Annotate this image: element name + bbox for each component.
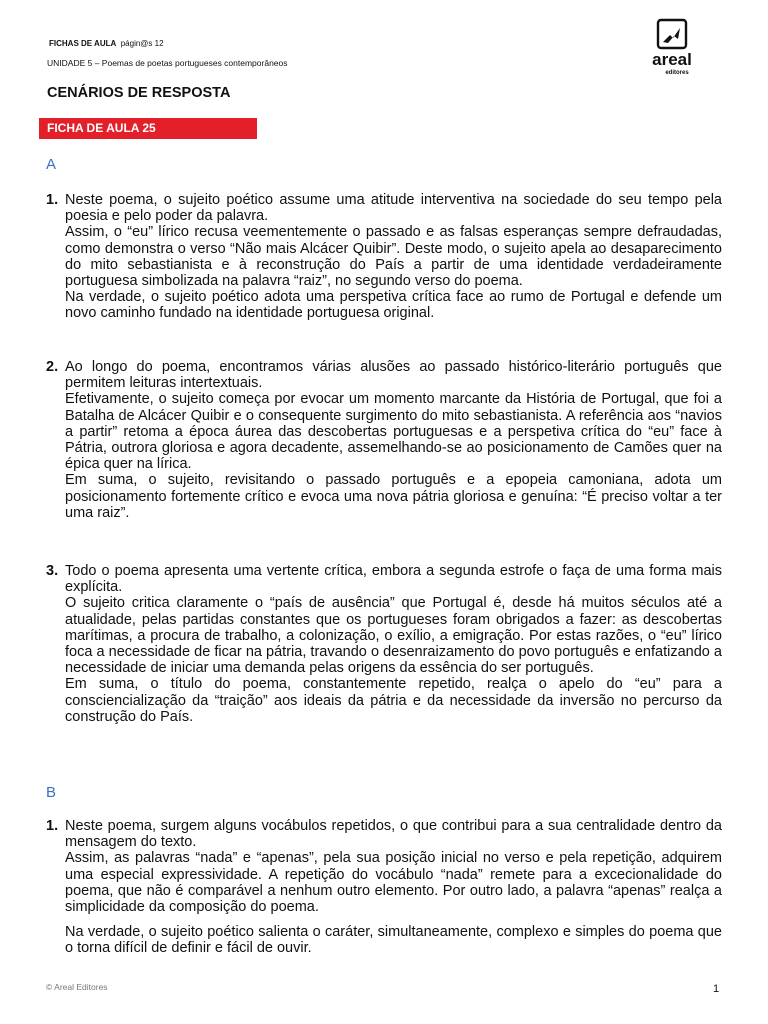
answer-number: 1.: [46, 818, 59, 834]
answer-paragraph: Efetivamente, o sujeito começa por evocar um momento marcante da História de Portugal, que foi a Batalha de Alcácer Quibir e o consequente surgimento do mito sebastianista. A referência aos “navios a partir” retoma a época áurea das descobertas portuguesas e a perspetiva crítica do “eu” face à Pátria, outrora gloriosa e agora decadente, assemelhando-se ao posicionamento de Camões quer na épica quer na lírica.: [65, 391, 722, 473]
logo-wordmark: areal: [652, 50, 692, 69]
answer-paragraph: Todo o poema apresenta uma vertente crítica, embora a segunda estrofe o faça de uma forma mais explícita.: [65, 563, 722, 596]
answer-a2: [46, 359, 722, 521]
page-number: 1: [713, 983, 720, 995]
section-letter-a: A: [46, 156, 57, 173]
section-letter-b: B: [46, 784, 57, 801]
header-series-label: FICHAS DE AULA: [49, 39, 117, 48]
answer-number: 2.: [46, 359, 59, 375]
answer-number: 3.: [46, 563, 59, 579]
logo-bird-icon: [663, 28, 680, 43]
answer-b1: [46, 818, 722, 957]
answer-paragraph: Ao longo do poema, encontramos várias alusões ao passado histórico-literário português que permitem leituras intertextuais.: [65, 359, 722, 392]
unit-line: UNIDADE 5 – Poemas de poetas portugueses contemporâneos: [47, 58, 288, 68]
logo-emblem-box: [658, 20, 686, 48]
worksheet-banner: FICHA DE AULA 25: [39, 118, 257, 139]
footer-copyright: © Areal Editores: [46, 982, 108, 992]
answer-paragraph: Em suma, o título do poema, constantemente repetido, realça o apelo do “eu” para a consciencialização da “traição” aos ideais da pátria e da necessidade da inversão no percurso da construção do País.: [65, 676, 722, 725]
answer-paragraph: Assim, o “eu” lírico recusa veementemente o passado e as falsas esperanças sempre defraudadas, como demonstra o verso “Não mais Alcácer Quibir”. Deste modo, o sujeito apela ao desaparecimento do mito sebastianista e à reconstrução do País a partir de uma identidade verdadeiramente portuguesa simbolizada na palavra “raiz”, no segundo verso do poema.: [65, 224, 722, 290]
answer-paragraph: Neste poema, surgem alguns vocábulos repetidos, o que contribui para a sua centralidade dentro da mensagem do texto.: [65, 818, 722, 851]
page-title: CENÁRIOS DE RESPOSTA: [47, 85, 231, 101]
areal-logo: [640, 18, 704, 88]
answer-a3: [46, 563, 722, 725]
answer-number: 1.: [46, 192, 59, 208]
answer-paragraph: Em suma, o sujeito, revisitando o passado português e a epopeia camoniana, adota um posicionamento fortemente crítico e evoca uma nova pátria gloriosa e genuína: “É preciso voltar a ter uma raiz”.: [65, 472, 722, 521]
answer-paragraph: Na verdade, o sujeito poético salienta o caráter, simultaneamente, complexo e simples do poema que o torna difícil de definir e fácil de ouvir.: [65, 924, 722, 957]
answer-paragraph: O sujeito critica claramente o “país de ausência” que Portugal é, desde há muitos séculos até a atualidade, pelas partidas constantes que os portugueses foram obrigados a fazer: as descobertas marítimas, a procura de trabalho, a colonização, o exílio, a emigração. Por estas razões, o “eu” lírico foca a necessidade de ficar na pátria, travando o desenraizamento do povo português e enfatizando a necessidade de iniciar uma demanda pelas origens da essência do ser português.: [65, 595, 722, 677]
header-series: [49, 39, 164, 48]
answer-paragraph: Assim, as palavras “nada” e “apenas”, pela sua posição inicial no verso e pela repetição, adquirem uma especial expressividade. A repetição do vocábulo “nada” remete para a excecionalidade do poema, que não é comparável a nenhum outro elemento. Por outro lado, a palavra “apenas” realça a simplicidade da composição do poema.: [65, 850, 722, 916]
logo-subtext: editores: [665, 70, 689, 76]
answer-a1: [46, 192, 722, 322]
header-pages-label: págin@s 12: [120, 39, 164, 48]
answer-paragraph: Neste poema, o sujeito poético assume uma atitude interventiva na sociedade do seu tempo pela poesia e pelo poder da palavra.: [65, 192, 722, 225]
answer-paragraph: Na verdade, o sujeito poético adota uma perspetiva crítica face ao rumo de Portugal e defende um novo caminho fundado na identidade portuguesa original.: [65, 289, 722, 322]
